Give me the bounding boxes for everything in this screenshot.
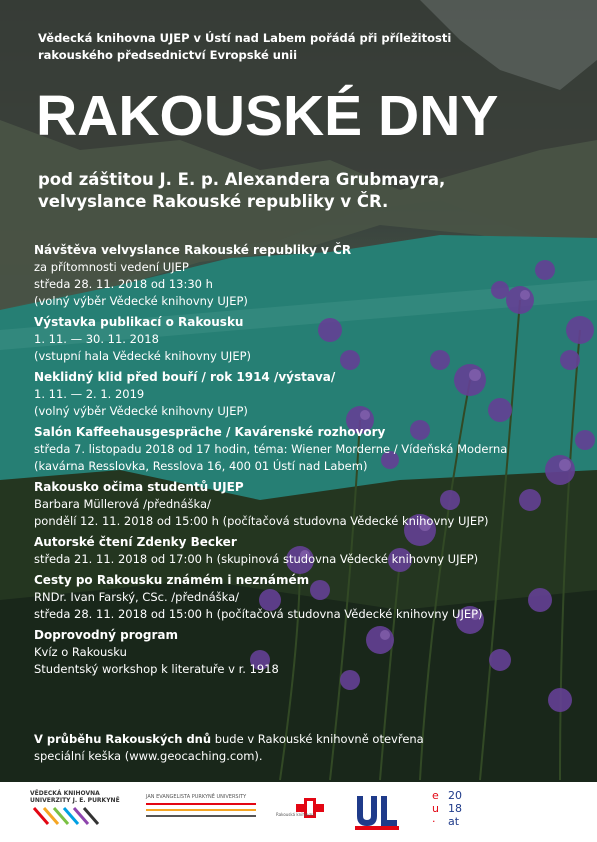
event-list	[34, 241, 589, 681]
event-item	[34, 533, 589, 568]
stripes-icon	[146, 800, 256, 822]
event-title: Salón Kaffeehausgespräche / Kavárenské rozhovory	[34, 425, 386, 439]
event-detail: Kvíz o Rakousku	[34, 645, 127, 659]
logo-text: at	[448, 815, 460, 828]
event-detail: 1. 11. — 2. 1. 2019	[34, 387, 145, 401]
intro-line: Vědecká knihovna UJEP v Ústí nad Labem pořádá při příležitosti	[38, 31, 452, 45]
event-detail: pondělí 12. 11. 2018 od 15:00 h (počítačová studovna Vědecké knihovny UJEP)	[34, 514, 489, 528]
event-detail: středa 7. listopadu 2018 od 17 hodin, téma: Wiener Morderne / Vídeňská Moderna	[34, 442, 508, 456]
event-detail: (vstupní hala Vědecké knihovny UJEP)	[34, 349, 252, 363]
event-title: Doprovodný program	[34, 628, 179, 642]
geocaching-note-rest: bude v Rakouské knihovně otevřena	[211, 732, 424, 746]
event-detail: Barbara Müllerová /přednáška/	[34, 497, 211, 511]
event-title: Cesty po Rakousku známém i neznámém	[34, 573, 310, 587]
event-item	[34, 571, 589, 623]
poster-title: RAKOUSKÉ DNY	[36, 84, 499, 148]
event-detail: (kavárna Resslovka, Resslova 16, 400 01 Ústí nad Labem)	[34, 459, 368, 473]
event-item	[34, 368, 589, 420]
event-item	[34, 241, 589, 310]
logo-text: UNIVERZITY J. E. PURKYNĚ	[30, 797, 120, 804]
logo-text: u	[432, 802, 439, 815]
subtitle-line: velvyslance Rakouské republiky v ČR.	[38, 192, 389, 211]
event-detail: za přítomnosti vedení UJEP	[34, 260, 189, 274]
geocaching-note-bold: V průběhu Rakouských dnů	[34, 732, 212, 746]
logo-text: Rakouská knihovna	[276, 812, 315, 817]
event-title: Neklidný klid před bouří / rok 1914 /výstava/	[34, 370, 336, 384]
event-item	[34, 423, 589, 475]
event-item	[34, 478, 589, 530]
ul-mark-icon	[355, 792, 399, 830]
poster-subtitle	[38, 169, 558, 213]
geocaching-note-line2: speciální keška (www.geocaching.com).	[34, 749, 263, 763]
event-item	[34, 626, 589, 678]
event-title: Návštěva velvyslance Rakouské republiky v ČR	[34, 243, 352, 257]
vk-ujep-logo	[30, 790, 125, 834]
event-detail: středa 21. 11. 2018 od 17:00 h (skupinová studovna Vědecké knihovny UJEP)	[34, 552, 479, 566]
logo-text: 18	[448, 802, 462, 815]
event-detail: RNDr. Ivan Farský, CSc. /přednáška/	[34, 590, 240, 604]
stripes-icon	[30, 804, 125, 826]
ujep-logo	[146, 794, 256, 828]
event-detail: (volný výběr Vědecké knihovny UJEP)	[34, 404, 248, 418]
logo-text: 20	[448, 789, 462, 802]
event-detail: středa 28. 11. 2018 od 13:30 h	[34, 277, 213, 291]
event-title: Autorské čtení Zdenky Becker	[34, 535, 237, 549]
partner-logos-bar	[0, 782, 597, 842]
logo-text: ·	[432, 815, 436, 828]
rakouska-knihovna-logo	[276, 792, 326, 828]
geocaching-note-line	[34, 731, 554, 748]
austrian-flag-cross-icon	[276, 792, 326, 828]
logo-text: JAN EVANGELISTA PURKYNĚ UNIVERSITY	[146, 794, 247, 800]
intro-text	[38, 30, 518, 64]
subtitle-line: pod záštitou J. E. p. Alexandera Grubmayra,	[38, 170, 446, 189]
event-title: Rakousko očima studentů UJEP	[34, 480, 244, 494]
eu2018-grid	[432, 790, 476, 827]
event-title: Výstavka publikací o Rakousku	[34, 315, 244, 329]
event-detail: (volný výběr Vědecké knihovny UJEP)	[34, 294, 248, 308]
logo-text: VĚDECKÁ KNIHOVNA	[30, 790, 100, 797]
ul-logo	[355, 792, 399, 830]
intro-line: rakouského předsednictví Evropské unii	[38, 48, 298, 62]
event-detail: Studentský workshop k literatuře v r. 1918	[34, 662, 279, 676]
event-detail: středa 28. 11. 2018 od 15:00 h (počítačová studovna Vědecké knihovny UJEP)	[34, 607, 483, 621]
event-detail: 1. 11. — 30. 11. 2018	[34, 332, 159, 346]
eu2018-at-logo	[432, 790, 476, 834]
geocaching-note	[34, 731, 554, 765]
logo-text: e	[432, 789, 439, 802]
event-item	[34, 313, 589, 365]
